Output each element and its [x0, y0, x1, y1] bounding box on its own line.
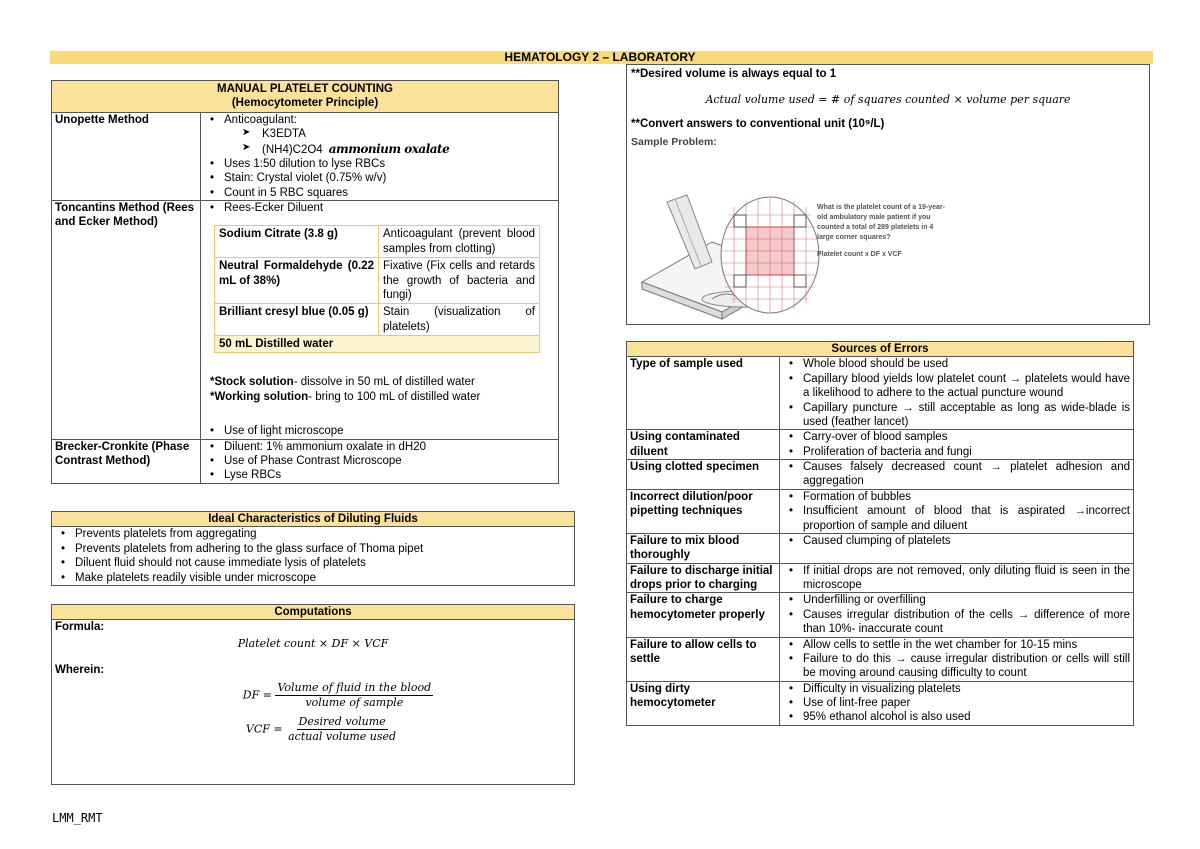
error-details — [780, 489, 1134, 533]
ideal-list — [52, 527, 575, 586]
list-item: • Use of lint-free paper — [803, 696, 1130, 710]
unopette-label: Unopette Method — [52, 112, 201, 200]
sample-problem-text: What is the platelet count of a 19-year-old ambulatory male patient if you counted a total of 289 platelets in 4 large corner squares? Platelet count x DF x VCF — [817, 204, 945, 258]
error-details — [780, 533, 1134, 563]
list-item: • Difficulty in visualizing platelets — [803, 682, 1130, 696]
unopette-sub1: ➤ K3EDTA — [262, 127, 555, 141]
ideal-table — [51, 511, 575, 586]
brecker-b3: • Lyse RBCs — [224, 468, 555, 482]
error-details — [780, 460, 1134, 490]
unopette-sub2: ➤ (NH4)C2O4 ammonium oxalate — [262, 142, 555, 157]
error-label: Using clotted specimen — [627, 460, 780, 490]
list-item: • If initial drops are not removed, only diluting fluid is seen in the microscope — [803, 564, 1130, 593]
brecker-content — [201, 439, 559, 483]
manual-subtitle: (Hemocytometer Principle) — [231, 97, 379, 110]
reagent-row: Neutral Formaldehyde (0.22 mL of 38%) Fixative (Fix cells and retards the growth of bacteria and fungi) — [215, 258, 540, 304]
list-item: • Underfilling or overfilling — [803, 593, 1130, 607]
wherein-label: Wherein: — [55, 663, 105, 676]
formula: Platelet count × DF × VCF — [237, 636, 389, 650]
brecker-b2: • Use of Phase Contrast Microscope — [224, 454, 555, 468]
table-row — [627, 681, 1134, 725]
table-row — [627, 563, 1134, 593]
error-label: Incorrect dilution/poor pipetting techniques — [627, 489, 780, 533]
error-details — [780, 681, 1134, 725]
error-label: Failure to mix blood thoroughly — [627, 533, 780, 563]
list-item: • Capillary puncture → still acceptable as long as wide-blade is used (feather lancet) — [803, 401, 1130, 430]
list-item: • Caused clumping of platelets — [803, 534, 1130, 548]
error-details — [780, 593, 1134, 637]
toncantins-blast: • Use of light microscope — [224, 424, 555, 438]
table-row — [627, 637, 1134, 681]
brecker-b1: • Diluent: 1% ammonium oxalate in dH20 — [224, 440, 555, 454]
list-item: • Make platelets readily visible under microscope — [75, 571, 571, 585]
reagent-row: Brilliant cresyl blue (0.05 g) Stain (visualization of platelets) — [215, 304, 540, 336]
error-details — [780, 563, 1134, 593]
errors-title: Sources of Errors — [627, 342, 1134, 357]
error-label: Failure to allow cells to settle — [627, 637, 780, 681]
list-item: • Causes falsely decreased count → platelet adhesion and aggregation — [803, 460, 1130, 489]
right-notes-box — [626, 64, 1150, 325]
actual-volume-equation: Actual volume used = # of squares counted × volume per square — [705, 93, 1071, 107]
df-equation: DF = $\frac{\text{Volume of fluid in the blood}}{\text{volume of sample}}$ — [242, 680, 432, 709]
table-row — [627, 533, 1134, 563]
table-row — [627, 357, 1134, 430]
unopette-anticoag: • Anticoagulant: ➤ K3EDTA ➤ (NH4)C2O4 ammonium oxalate — [224, 113, 555, 157]
list-item: • Diluent fluid should not cause immediate lysis of platelets — [75, 556, 571, 570]
list-item: • Insufficient amount of blood that is aspirated →incorrect proportion of sample and diluent — [803, 504, 1130, 533]
unopette-content — [201, 112, 559, 200]
toncantins-label: Toncantins Method (Rees and Ecker Method) — [52, 201, 201, 440]
error-details — [780, 430, 1134, 460]
computations-body — [52, 620, 575, 785]
ideal-title: Ideal Characteristics of Diluting Fluids — [52, 512, 575, 527]
unopette-b2: • Uses 1:50 dilution to lyse RBCs — [224, 157, 555, 171]
computations-table — [51, 604, 575, 785]
list-item: • Prevents platelets from aggregating — [75, 527, 571, 541]
footer-text: LMM_RMT — [52, 811, 103, 825]
table-row — [627, 460, 1134, 490]
note-desired-volume: **Desired volume is always equal to 1 — [631, 68, 837, 80]
counting-grid-illustration — [719, 195, 821, 315]
manual-counting-table — [51, 80, 559, 484]
toncantins-b1: • Rees-Ecker Diluent — [224, 201, 555, 215]
sample-problem-label: Sample Problem: — [631, 135, 717, 148]
list-item: • Causes irregular distribution of the cells → difference of more than 10%- inaccurate count — [803, 608, 1130, 637]
list-item: • Capillary blood yields low platelet count → platelets would have a likelihood to adhere to the actual puncture wound — [803, 372, 1130, 401]
error-label: Using contaminated diluent — [627, 430, 780, 460]
error-label: Using dirty hemocytometer — [627, 681, 780, 725]
list-item: • Formation of bubbles — [803, 490, 1130, 504]
brecker-label: Brecker-Cronkite (Phase Contrast Method) — [52, 439, 201, 483]
list-item: • Allow cells to settle in the wet chamber for 10-15 mins — [803, 638, 1130, 652]
reagent-row: 50 mL Distilled water — [215, 336, 540, 353]
reagent-row: Sodium Citrate (3.8 g) Anticoagulant (prevent blood samples from clotting) — [215, 226, 540, 258]
manual-header — [52, 81, 559, 113]
table-row — [627, 430, 1134, 460]
unopette-b4: • Count in 5 RBC squares — [224, 186, 555, 200]
error-label: Type of sample used — [627, 357, 780, 430]
working-solution: *Working solution- bring to 100 mL of distilled water — [210, 390, 481, 403]
error-label: Failure to charge hemocytometer properly — [627, 593, 780, 637]
handwritten-note: ammonium oxalate — [328, 141, 450, 156]
stock-solution: *Stock solution- dissolve in 50 mL of distilled water — [210, 376, 475, 389]
page-title: HEMATOLOGY 2 – LABORATORY — [504, 50, 696, 64]
formula-label: Formula: — [55, 621, 105, 634]
errors-table — [626, 341, 1134, 726]
error-details — [780, 637, 1134, 681]
list-item: • Carry-over of blood samples — [803, 430, 1130, 444]
vcf-equation: VCF = $\frac{\text{Desired volume}}{\text{actual volume used}}$ — [245, 715, 397, 744]
note-convert: **Convert answers to conventional unit (10⁹/L) — [631, 118, 885, 131]
table-row — [627, 593, 1134, 637]
error-label: Failure to discharge initial drops prior to charging — [627, 563, 780, 593]
toncantins-content — [201, 201, 559, 440]
rees-ecker-table — [214, 225, 540, 353]
manual-title: MANUAL PLATELET COUNTING — [217, 83, 393, 95]
list-item: • Proliferation of bacteria and fungi — [803, 445, 1130, 459]
list-item: • Prevents platelets from adhering to the glass surface of Thoma pipet — [75, 542, 571, 556]
list-item: • Whole blood should be used — [803, 357, 1130, 371]
list-item: • Failure to do this → cause irregular distribution or cells will still be moving around causing difficulty to count — [803, 652, 1130, 681]
error-details — [780, 357, 1134, 430]
table-row — [627, 489, 1134, 533]
unopette-b3: • Stain: Crystal violet (0.75% w/v) — [224, 171, 555, 185]
computations-title: Computations — [52, 605, 575, 620]
list-item: • 95% ethanol alcohol is also used — [803, 710, 1130, 724]
